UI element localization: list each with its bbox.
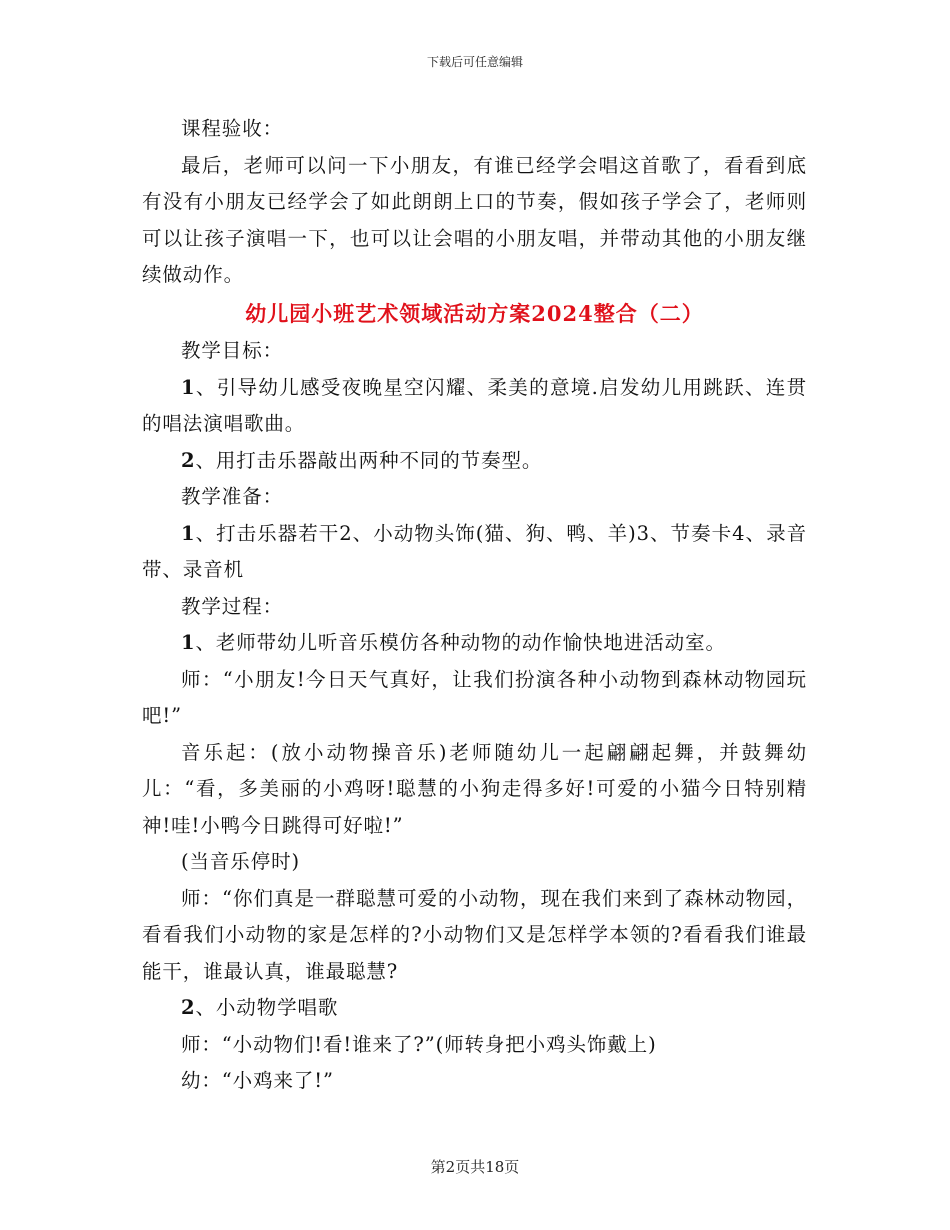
paragraph: 教学目标：	[181, 339, 284, 362]
page-header: 下载后可任意编辑	[426, 55, 523, 69]
paragraph: (当音乐停时)	[181, 850, 301, 873]
item-text: 、引导幼儿感受夜晚星空闪耀、柔美的意境.启发幼儿用跳跃、连贯的唱法演唱歌曲。	[142, 375, 807, 435]
paragraph: 师：“你们真是一群聪慧可爱的小动物，现在我们来到了森林动物园，看看我们小动物的家是怎样的?小动物们又是怎样学本领的?看看我们谁最能干，谁最认真，谁最聪慧?	[142, 886, 807, 983]
paragraph: 教学过程：	[181, 594, 284, 618]
item-number: 1	[181, 521, 196, 545]
item-number: 2	[181, 448, 196, 472]
item-text: 、小动物学唱歌	[195, 996, 339, 1019]
item-number: 2	[181, 996, 196, 1019]
item-text: 、用打击乐器敲出两种不同的节奏型。	[195, 448, 543, 472]
paragraph: 师：“小动物们!看!谁来了?”(师转身把小鸡头饰戴上)	[181, 1032, 657, 1056]
document-body	[142, 111, 807, 1100]
item-number: 1	[181, 631, 196, 654]
item-number: 1	[181, 375, 196, 399]
paragraph: 课程验收：	[181, 117, 284, 140]
numbered-paragraph	[142, 625, 807, 662]
section-title: 幼儿园小班艺术领域活动方案2024整合（二）	[245, 300, 704, 326]
numbered-paragraph	[142, 516, 807, 589]
numbered-paragraph	[142, 990, 807, 1027]
item-text: 、老师带幼儿听音乐模仿各种动物的动作愉快地进活动室。	[195, 631, 726, 654]
numbered-paragraph	[142, 370, 807, 443]
numbered-paragraph	[142, 443, 807, 480]
item-text: 、打击乐器若干2、小动物头饰(猫、狗、鸭、羊)3、节奏卡4、录音带、录音机	[142, 521, 807, 581]
paragraph: 最后，老师可以问一下小朋友，有谁已经学会唱这首歌了，看看到底有没有小朋友已经学会了如此朗朗上口的节奏，假如孩子学会了，老师则可以让孩子演唱一下，也可以让会唱的小朋友唱，并带动其他的小朋友继续做动作。	[142, 153, 807, 286]
paragraph: 音乐起：(放小动物操音乐)老师随幼儿一起翩翩起舞，并鼓舞幼儿：“看，多美丽的小鸡呀!聪慧的小狗走得多好!可爱的小猫今日特别精神!哇!小鸭今日跳得可好啦!”	[142, 740, 807, 837]
paragraph: 教学准备：	[181, 485, 284, 508]
paragraph: 师：“小朋友!今日天气真好，让我们扮演各种小动物到森林动物园玩吧!”	[142, 667, 807, 727]
page-footer: 第2页共18页	[430, 1158, 520, 1176]
paragraph: 幼：“小鸡来了!”	[181, 1069, 334, 1092]
